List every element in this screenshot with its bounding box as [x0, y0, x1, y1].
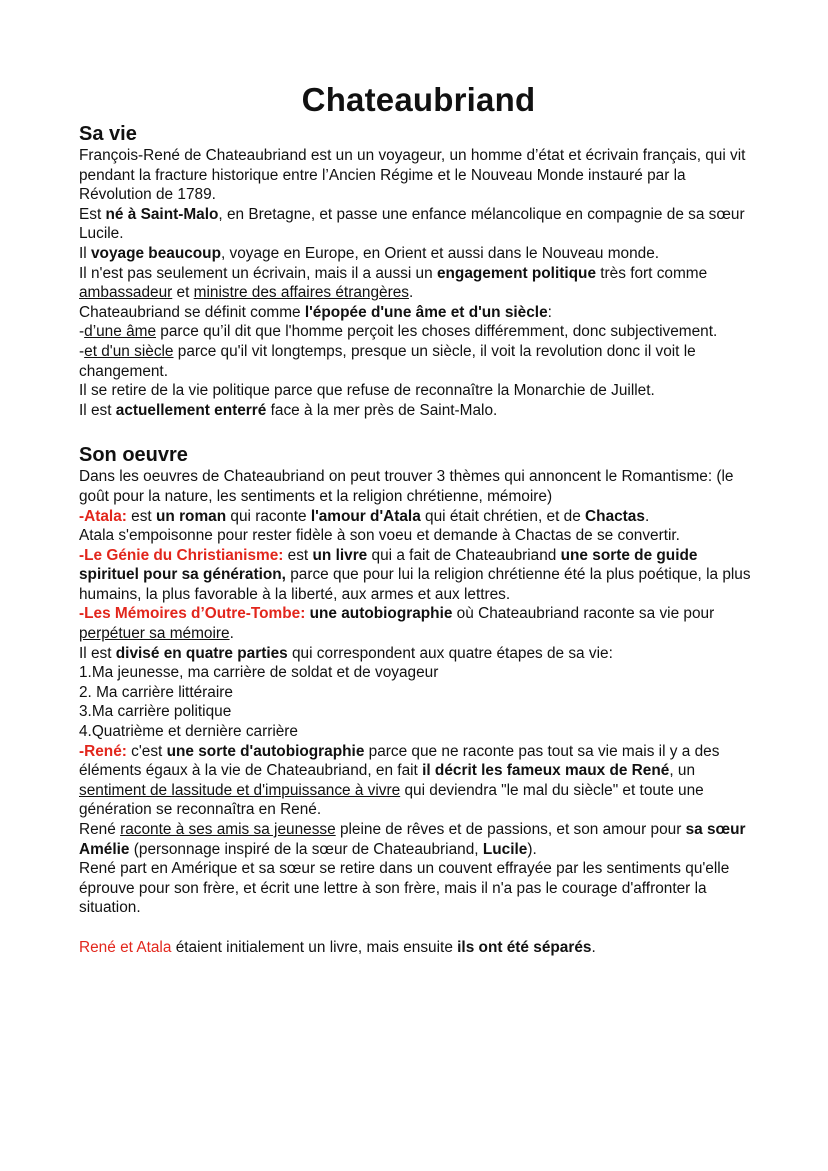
- paragraph-rene-3: René part en Amérique et sa sœur se retire dans un couvent effrayée par les sentiments qu'elle éprouve pour son frère, et écrit une lettre à son frère, mais il n'a pas le courage d'affronter la situation.: [79, 860, 730, 917]
- paragraph-genie: -Le Génie du Christianisme: est un livre qui a fait de Chateaubriand une sorte de guide spirituel pour sa génération, parce que pour lui la religion chrétienne été la plus poétique, la plus humains, la plus favorable à la liberté, aux armes et aux lettres.: [79, 546, 751, 603]
- list-item: 4.Quatrième et dernière carrière: [79, 723, 298, 741]
- paragraph-travel: Il voyage beaucoup, voyage en Europe, en Orient et aussi dans le Nouveau monde.: [79, 244, 660, 262]
- list-item: 2. Ma carrière littéraire: [79, 683, 233, 701]
- section-heading-son-oeuvre: Son oeuvre: [79, 444, 188, 467]
- list-item: 1.Ma jeunesse, ma carrière de soldat et de voyageur: [79, 664, 439, 682]
- page-title: Chateaubriand: [301, 81, 536, 118]
- paragraph-politics: Il n'est pas seulement un écrivain, mais il a aussi un engagement politique très fort comme ambassadeur et ministre des affaires étrangères.: [79, 264, 708, 302]
- paragraph-retire: Il se retire de la vie politique parce que refuse de reconnaître la Monarchie de Juillet.: [79, 382, 655, 400]
- paragraph-themes: Dans les oeuvres de Chateaubriand on peut trouver 3 thèmes qui annoncent le Romantisme: (le goût pour la nature, les sentiments et la religion chrétienne, mémoire): [79, 468, 734, 505]
- paragraph-rene: -René: c'est une sorte d'autobiographie parce que ne raconte pas tout sa vie mais il y a des éléments égaux à la vie de Chateaubriand, en fait il décrit les fameux maux de René, un sentiment de lassitude et d'impuissance à vivre qui deviendra "le mal du siècle" et toute une génération se reconnaîtra en René.: [79, 742, 720, 819]
- paragraph-final: René et Atala étaient initialement un livre, mais ensuite ils ont été séparés.: [79, 938, 596, 956]
- paragraph-siecle: -et d'un siècle parce qu'il vit longtemps, presque un siècle, il voit la revolution donc il voit le changement.: [79, 342, 696, 380]
- paragraph-enterre: Il est actuellement enterré face à la mer près de Saint-Malo.: [79, 401, 498, 419]
- paragraph-intro: François-René de Chateaubriand est un un voyageur, un homme d’état et écrivain français, qui vit pendant la fracture historique entre l’Ancien Régime et le Nouveau Monde instauré par la Révolution de 1789.: [79, 147, 746, 204]
- paragraph-atala-2: Atala s'empoisonne pour rester fidèle à son voeu et demande à Chactas de se convertir.: [79, 527, 680, 545]
- paragraph-birth: Est né à Saint-Malo, en Bretagne, et passe une enfance mélancolique en compagnie de sa sœur Lucile.: [79, 205, 745, 243]
- paragraph-memoires: -Les Mémoires d’Outre-Tombe: une autobiographie où Chateaubriand raconte sa vie pour perpétuer sa mémoire.: [79, 605, 715, 643]
- section-heading-sa-vie: Sa vie: [79, 123, 137, 145]
- paragraph-epopee: Chateaubriand se définit comme l'épopée d'une âme et d'un siècle:: [79, 303, 552, 321]
- paragraph-atala: -Atala: est un roman qui raconte l'amour d'Atala qui était chrétien, et de Chactas.: [79, 507, 650, 525]
- list-item: 3.Ma carrière politique: [79, 703, 232, 721]
- paragraph-ame: -d’une âme parce qu’il dit que l'homme perçoit les choses différemment, donc subjectivement.: [79, 323, 718, 341]
- paragraph-parts: Il est divisé en quatre parties qui correspondent aux quatre étapes de sa vie:: [79, 644, 613, 662]
- paragraph-rene-2: René raconte à ses amis sa jeunesse pleine de rêves et de passions, et son amour pour sa sœur Amélie (personnage inspiré de la sœur de Chateaubriand, Lucile).: [79, 821, 746, 858]
